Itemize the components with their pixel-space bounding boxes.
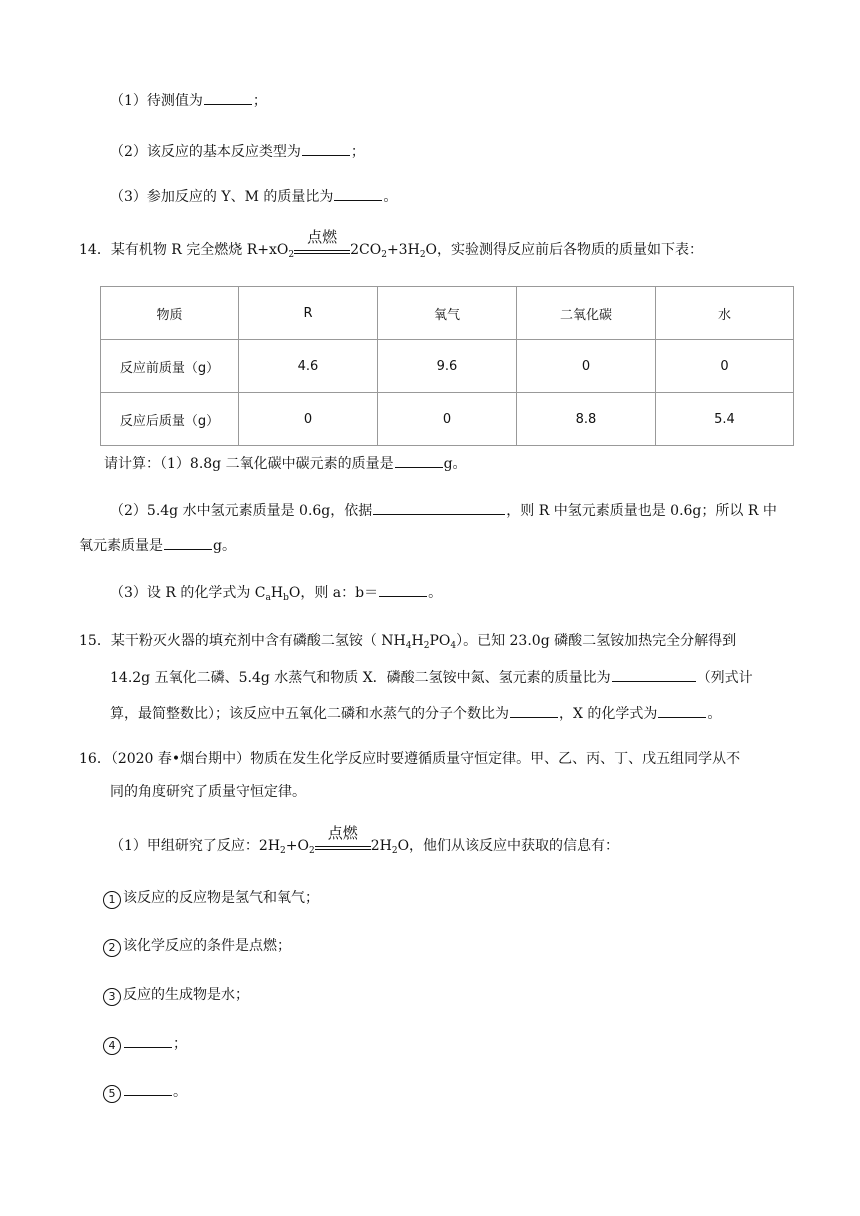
table-cell: 0 (517, 340, 656, 393)
table-cell: 反应前质量（g） (101, 340, 239, 393)
answer-blank[interactable] (124, 1033, 172, 1048)
answer-blank[interactable] (334, 186, 382, 201)
circled-number: 2 (103, 939, 121, 957)
list-item: 4 ； (103, 1033, 187, 1055)
q14-stem: 14．某有机物 R 完全燃烧 $R+xO_2$ 点燃 $2CO_2+3H_2O$，实验测得反应前后各物质的质量如下表： (79, 228, 704, 260)
table-cell: 9.6 (378, 340, 517, 393)
answer-blank[interactable] (612, 667, 696, 682)
answer-blank[interactable] (395, 453, 443, 468)
q14-calc3: （3）设 R 的化学式为 $C_aH_bO$，则 a：b＝ 。 (110, 582, 442, 603)
answer-blank[interactable] (510, 703, 558, 718)
list-item: 5 。 (103, 1081, 187, 1103)
list-item: 3 反应的生成物是水； (103, 985, 249, 1006)
reaction-condition: 点燃 (294, 240, 350, 260)
q14-calc2: （2）5.4g 水中氢元素质量是 0.6g，依据 ，则 R 中氢元素质量也是 0.6g；所以 R 中 (110, 500, 777, 521)
list-item: 2 该化学反应的条件是点燃； (103, 936, 291, 957)
answer-blank[interactable] (302, 141, 350, 156)
q14-calc2-cont: 氧元素质量是 g。 (79, 535, 236, 556)
q13-part3: （3）参加反应的 Y、M 的质量比为 。 (110, 186, 397, 207)
table-cell: 反应后质量（g） (101, 393, 239, 446)
question-number: 16． (79, 751, 111, 767)
table-header-cell: 水 (656, 287, 794, 340)
q16-line2: 同的角度研究了质量守恒定律。 (110, 784, 306, 800)
table-header-cell: 物质 (101, 287, 239, 340)
reaction-condition: 点燃 (315, 836, 371, 856)
circled-number: 1 (103, 891, 121, 909)
table-cell: 0 (239, 393, 378, 446)
circled-number: 5 (103, 1085, 121, 1103)
q16-line1: 16．（2020 春•烟台期中）物质在发生化学反应时要遵循质量守恒定律。甲、乙、丙、丁、戊五组同学从不 (79, 751, 741, 767)
table-header-cell: 氧气 (378, 287, 517, 340)
q15-line3: 算，最简整数比）；该反应中五氧化二磷和水蒸气的分子个数比为 ，X 的化学式为 。 (110, 703, 721, 724)
answer-blank[interactable] (164, 535, 212, 550)
answer-blank[interactable] (658, 703, 706, 718)
mass-table (100, 286, 794, 446)
q13-part2: （2）该反应的基本反应类型为 ； (110, 141, 365, 162)
table-header-cell: 二氧化碳 (517, 287, 656, 340)
q13-part1: （1）待测值为 ； (110, 90, 267, 111)
q15-line2: 14.2g 五氧化二磷、5.4g 水蒸气和物质 X．磷酸二氢铵中氮、氢元素的质量比为 （列式计 (110, 667, 753, 688)
circled-number: 4 (103, 1037, 121, 1055)
answer-blank[interactable] (204, 90, 252, 105)
question-number: 14． (79, 242, 111, 258)
table-header-cell: R (239, 287, 378, 340)
table-row (101, 393, 794, 446)
circled-number: 3 (103, 988, 121, 1006)
table-cell: 0 (378, 393, 517, 446)
answer-blank[interactable] (124, 1081, 172, 1096)
table-cell: 5.4 (656, 393, 794, 446)
q15-line1: 15．某干粉灭火器的填充剂中含有磷酸二氢铵（ $NH_4H_2PO_4$）。已知 23.0g 磷酸二氢铵加热完全分解得到 (79, 633, 737, 651)
table-row (101, 340, 794, 393)
question-number: 15． (79, 633, 111, 649)
list-item: 1 该反应的反应物是氢气和氧气； (103, 888, 319, 909)
table-cell: 8.8 (517, 393, 656, 446)
q16-equation: （1）甲组研究了反应：$2H_2+O_2$ 点燃 $2H_2O$，他们从该反应中获取的信息有： (110, 824, 620, 856)
table-cell: 4.6 (239, 340, 378, 393)
table-header-row (101, 287, 794, 340)
answer-blank[interactable] (379, 582, 427, 597)
answer-blank[interactable] (373, 500, 505, 515)
table-cell: 0 (656, 340, 794, 393)
q14-calc1: 请计算：（1）8.8g 二氧化碳中碳元素的质量是 g。 (104, 453, 467, 474)
